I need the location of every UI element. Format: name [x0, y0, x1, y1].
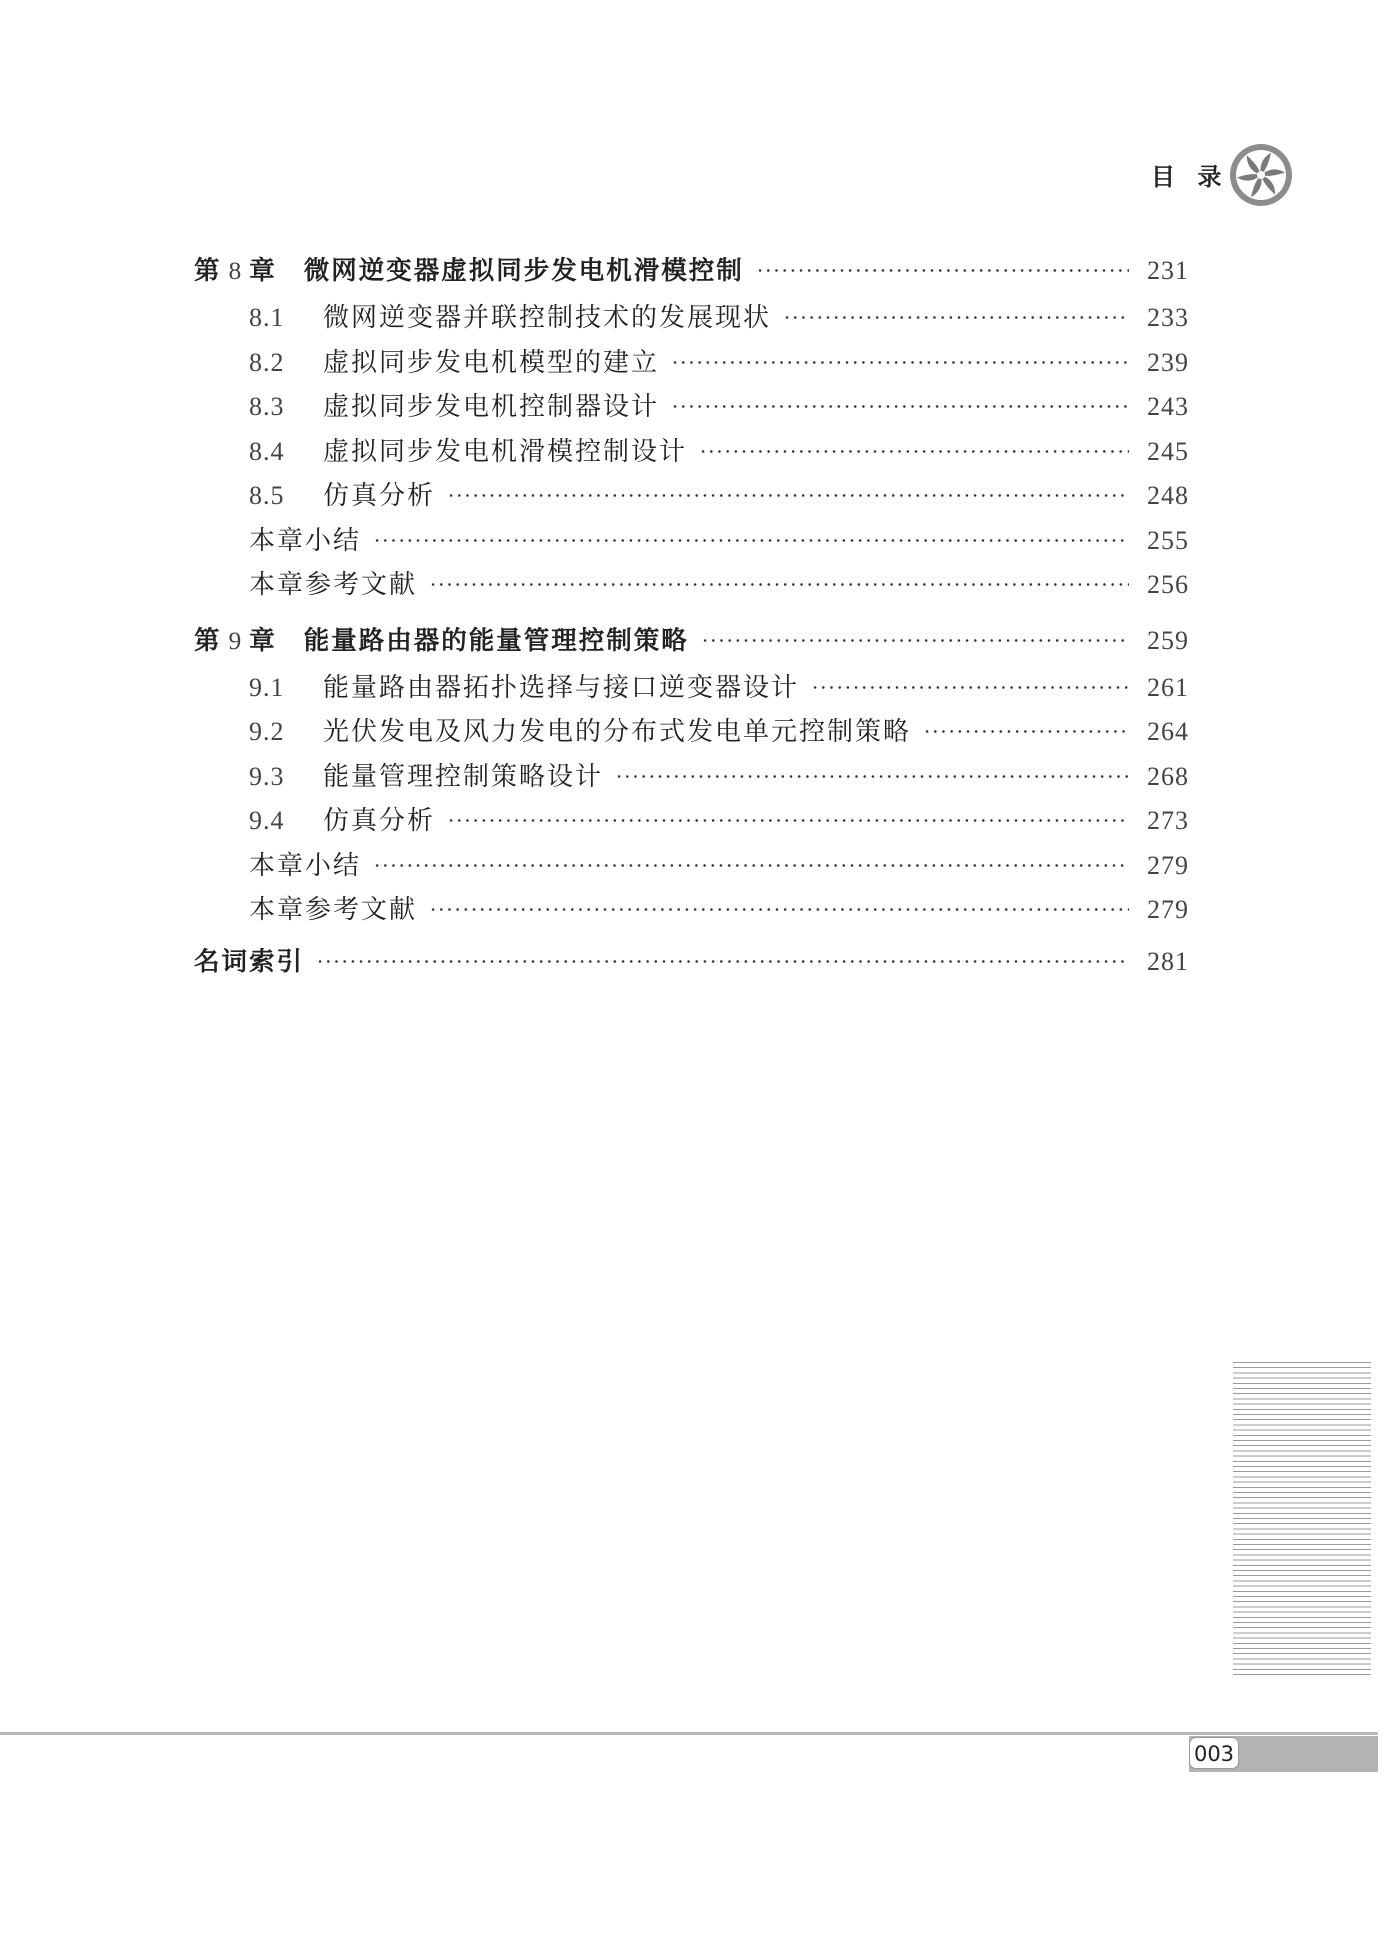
toc-chapter-8-references[interactable]: [194, 563, 1189, 608]
references-title: 本章参考文献: [249, 570, 418, 600]
toc-chapter-9-references[interactable]: [194, 888, 1189, 933]
toc-section-8-3[interactable]: [194, 385, 1189, 430]
toc-section-9-4[interactable]: [194, 799, 1189, 844]
section-number: 9.3: [249, 761, 285, 791]
section-number: 8.1: [249, 303, 285, 332]
pinwheel-emblem-icon: [1229, 143, 1293, 207]
dot-leader: [429, 583, 1129, 586]
header-label-mu: 目: [1151, 162, 1176, 191]
chapter-suffix: 章: [249, 625, 276, 656]
footer-rule: [0, 1732, 1378, 1735]
page-number: 279: [1147, 895, 1189, 924]
toc-chapter-8[interactable]: [194, 245, 1189, 296]
toc-section-9-3[interactable]: [194, 755, 1189, 800]
section-title: 能量管理控制策略设计: [323, 761, 604, 792]
section-title: 光伏发电及风力发电的分布式发电单元控制策略: [323, 717, 912, 747]
dot-leader: [783, 316, 1129, 319]
page-number: 281: [1147, 946, 1189, 976]
chapter-suffix: 章: [249, 256, 276, 286]
section-title: 虚拟同步发电机模型的建立: [323, 347, 660, 378]
dot-leader: [701, 639, 1129, 642]
references-title: 本章参考文献: [249, 895, 418, 925]
section-title: 仿真分析: [323, 806, 436, 836]
page-number: 268: [1147, 761, 1189, 791]
toc-section-8-4[interactable]: [194, 430, 1189, 475]
toc-chapter-9-summary[interactable]: [194, 844, 1189, 889]
dot-leader: [756, 269, 1129, 272]
running-header: [1151, 152, 1222, 196]
page-number: 279: [1147, 850, 1189, 880]
section-number: 8.3: [249, 392, 285, 421]
page-number: 256: [1147, 570, 1189, 599]
page-number: 261: [1147, 672, 1189, 702]
page-number: 245: [1147, 436, 1189, 466]
chapter-title: 微网逆变器虚拟同步发电机滑模控制: [303, 256, 744, 286]
page-number: 273: [1147, 806, 1189, 835]
header-label-lu: 录: [1197, 162, 1222, 191]
page-number: 239: [1147, 347, 1189, 377]
page-number: 264: [1147, 717, 1189, 746]
dot-leader: [373, 864, 1129, 867]
dot-leader: [923, 730, 1129, 733]
toc-section-9-2[interactable]: [194, 710, 1189, 755]
dot-leader: [316, 960, 1129, 963]
section-number: 8.5: [249, 481, 285, 510]
dot-leader: [447, 494, 1129, 497]
section-title: 虚拟同步发电机滑模控制设计: [323, 436, 688, 467]
page-number: 248: [1147, 481, 1189, 510]
page-number: 243: [1147, 392, 1189, 421]
chapter-number: 8: [228, 256, 242, 285]
index-title: 名词索引: [194, 946, 305, 977]
section-title: 仿真分析: [323, 481, 436, 511]
page-number: 259: [1147, 625, 1189, 655]
toc-index[interactable]: [194, 940, 1189, 985]
dot-leader: [671, 405, 1129, 408]
section-title: 微网逆变器并联控制技术的发展现状: [323, 303, 772, 333]
section-title: 虚拟同步发电机控制器设计: [323, 392, 660, 422]
page-number: 233: [1147, 303, 1189, 332]
edge-stripes-decoration: [1233, 1362, 1371, 1675]
page-folio: 003: [1189, 1737, 1239, 1769]
dot-leader: [373, 539, 1129, 542]
dot-leader: [811, 686, 1129, 689]
section-number: 9.1: [249, 672, 285, 702]
toc-section-8-5[interactable]: [194, 474, 1189, 519]
summary-title: 本章小结: [249, 850, 362, 881]
dot-leader: [429, 908, 1129, 911]
toc-section-9-1[interactable]: [194, 666, 1189, 711]
dot-leader: [447, 819, 1129, 822]
section-number: 9.2: [249, 717, 285, 746]
chapter-prefix: 第: [194, 625, 221, 656]
toc-section-8-1[interactable]: [194, 296, 1189, 341]
chapter-title: 能量路由器的能量管理控制策略: [303, 625, 689, 656]
dot-leader: [615, 775, 1129, 778]
page-number: 255: [1147, 525, 1189, 555]
summary-title: 本章小结: [249, 525, 362, 556]
page-number: 231: [1147, 256, 1189, 285]
section-number: 8.2: [249, 347, 285, 377]
toc-chapter-9[interactable]: [194, 615, 1189, 666]
toc-chapter-8-summary[interactable]: [194, 519, 1189, 564]
section-title: 能量路由器拓扑选择与接口逆变器设计: [323, 672, 800, 703]
section-number: 8.4: [249, 436, 285, 466]
chapter-prefix: 第: [194, 256, 221, 286]
toc-section-8-2[interactable]: [194, 341, 1189, 386]
table-of-contents: [194, 245, 1189, 984]
section-number: 9.4: [249, 806, 285, 835]
dot-leader: [699, 450, 1129, 453]
dot-leader: [671, 361, 1129, 364]
chapter-number: 9: [228, 625, 242, 655]
